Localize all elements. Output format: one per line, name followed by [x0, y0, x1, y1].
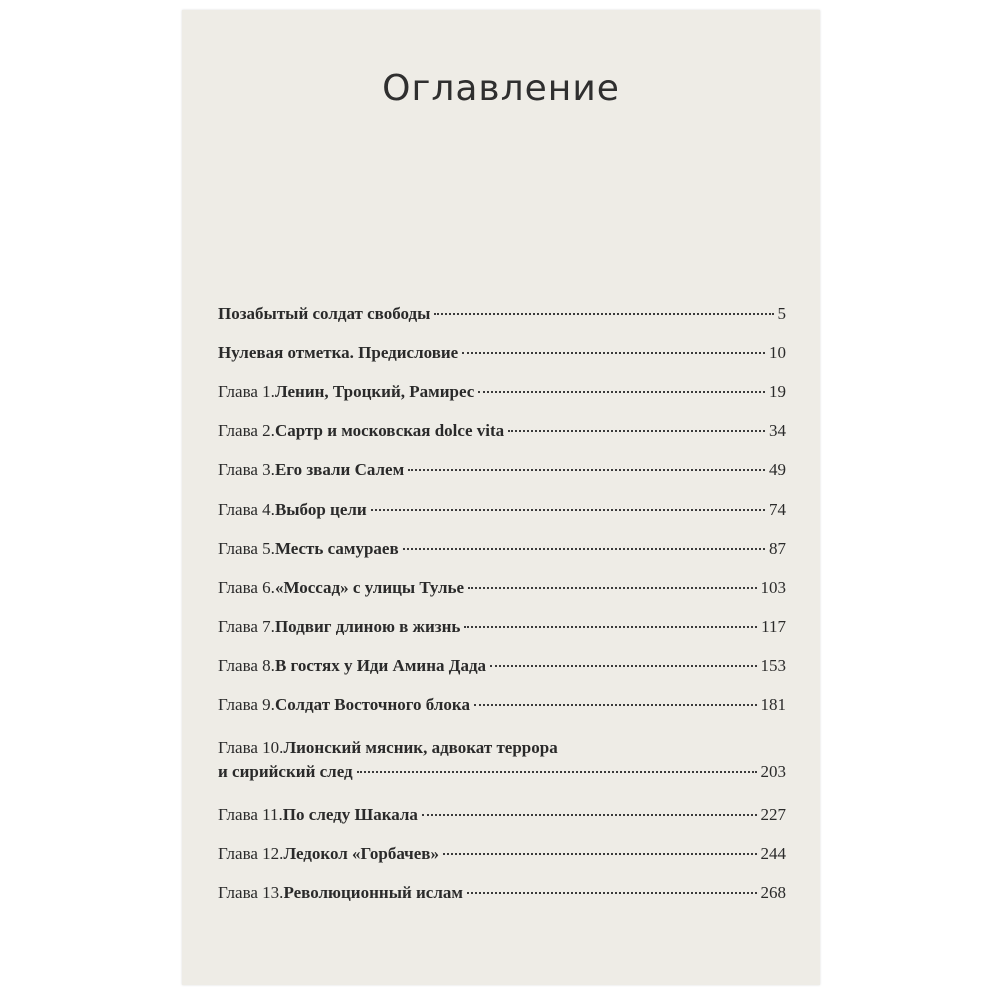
toc-entry-page: 87	[769, 538, 786, 558]
chapter-number: Глава 10.	[218, 738, 284, 758]
toc-entry	[218, 725, 786, 795]
toc-entry-title: Солдат Восточного блока	[274, 695, 470, 715]
dot-leader	[422, 814, 757, 816]
dot-leader	[464, 626, 757, 628]
chapter-number: Глава 4.	[218, 499, 275, 519]
toc-entry	[218, 647, 786, 686]
toc-entry	[218, 412, 786, 451]
dot-leader	[443, 853, 757, 855]
dot-leader	[462, 352, 765, 354]
toc-entry-title: Лионский мясник, адвокат террора	[283, 738, 558, 758]
toc-entry-page: 19	[769, 381, 786, 401]
toc-entry	[218, 529, 786, 568]
chapter-number: Глава 8.	[218, 656, 275, 676]
dot-leader	[490, 665, 756, 667]
toc-entry-page: 244	[760, 843, 786, 863]
table-of-contents	[218, 294, 786, 913]
toc-entry-page: 227	[760, 804, 786, 824]
dot-leader	[508, 430, 765, 432]
dot-leader	[403, 548, 765, 550]
toc-entry	[218, 294, 786, 333]
toc-entry-title: Месть самураев	[274, 538, 399, 558]
dot-leader	[474, 704, 757, 706]
toc-entry	[218, 608, 786, 647]
toc-entry	[218, 451, 786, 490]
chapter-number: Глава 12.	[218, 843, 284, 863]
toc-entry-title: Революционный ислам	[283, 883, 463, 903]
toc-entry-title: Ледокол «Горбачев»	[283, 843, 439, 863]
toc-entry-page: 34	[769, 421, 786, 441]
toc-entry-title: Подвиг длиною в жизнь	[274, 617, 461, 637]
chapter-number: Глава 9.	[218, 695, 275, 715]
toc-entry-page: 74	[769, 499, 786, 519]
toc-entry-title: Позабытый солдат свободы	[218, 303, 431, 323]
chapter-number: Глава 2.	[218, 421, 275, 441]
chapter-number: Глава 13.	[218, 883, 284, 903]
toc-entry-page: 49	[769, 460, 786, 480]
toc-entry-page: 268	[760, 883, 786, 903]
chapter-number: Глава 7.	[218, 617, 275, 637]
toc-entry-title: Нулевая отметка. Предисловие	[218, 342, 459, 362]
toc-entry-title: Сартр и московская dolce vita	[274, 421, 505, 441]
toc-entry-page: 10	[769, 342, 786, 362]
toc-entry-title: Его звали Салем	[274, 460, 405, 480]
toc-entry-page: 103	[760, 577, 786, 597]
toc-entry-page: 5	[777, 303, 786, 323]
toc-entry-title: Ленин, Троцкий, Рамирес	[274, 381, 475, 401]
dot-leader	[434, 313, 773, 315]
toc-entry	[218, 490, 786, 529]
toc-entry	[218, 873, 786, 912]
dot-leader	[357, 771, 757, 773]
chapter-number: Глава 6.	[218, 577, 275, 597]
book-page	[182, 10, 820, 985]
toc-entry	[218, 834, 786, 873]
dot-leader	[478, 391, 765, 393]
toc-entry	[218, 372, 786, 411]
chapter-number: Глава 11.	[218, 804, 283, 824]
chapter-number: Глава 1.	[218, 381, 275, 401]
toc-entry-title-continued: и сирийский след	[218, 762, 353, 782]
toc-entry-page: 181	[760, 695, 786, 715]
chapter-number: Глава 3.	[218, 460, 275, 480]
toc-entry	[218, 686, 786, 725]
chapter-number: Глава 5.	[218, 538, 275, 558]
toc-entry	[218, 333, 786, 372]
toc-entry-page: 153	[760, 656, 786, 676]
dot-leader	[371, 509, 765, 511]
dot-leader	[408, 469, 765, 471]
toc-entry-title: Выбор цели	[274, 499, 367, 519]
dot-leader	[468, 587, 756, 589]
dot-leader	[467, 892, 757, 894]
toc-entry-title: В гостях у Иди Амина Дада	[274, 656, 487, 676]
toc-entry-page: 117	[761, 617, 786, 637]
toc-entry	[218, 795, 786, 834]
toc-entry	[218, 568, 786, 607]
toc-entry-page: 203	[760, 762, 786, 782]
toc-entry-title: По следу Шакала	[282, 804, 418, 824]
toc-entry-title: «Моссад» с улицы Тулье	[274, 577, 465, 597]
page-title: Оглавление	[382, 68, 620, 109]
